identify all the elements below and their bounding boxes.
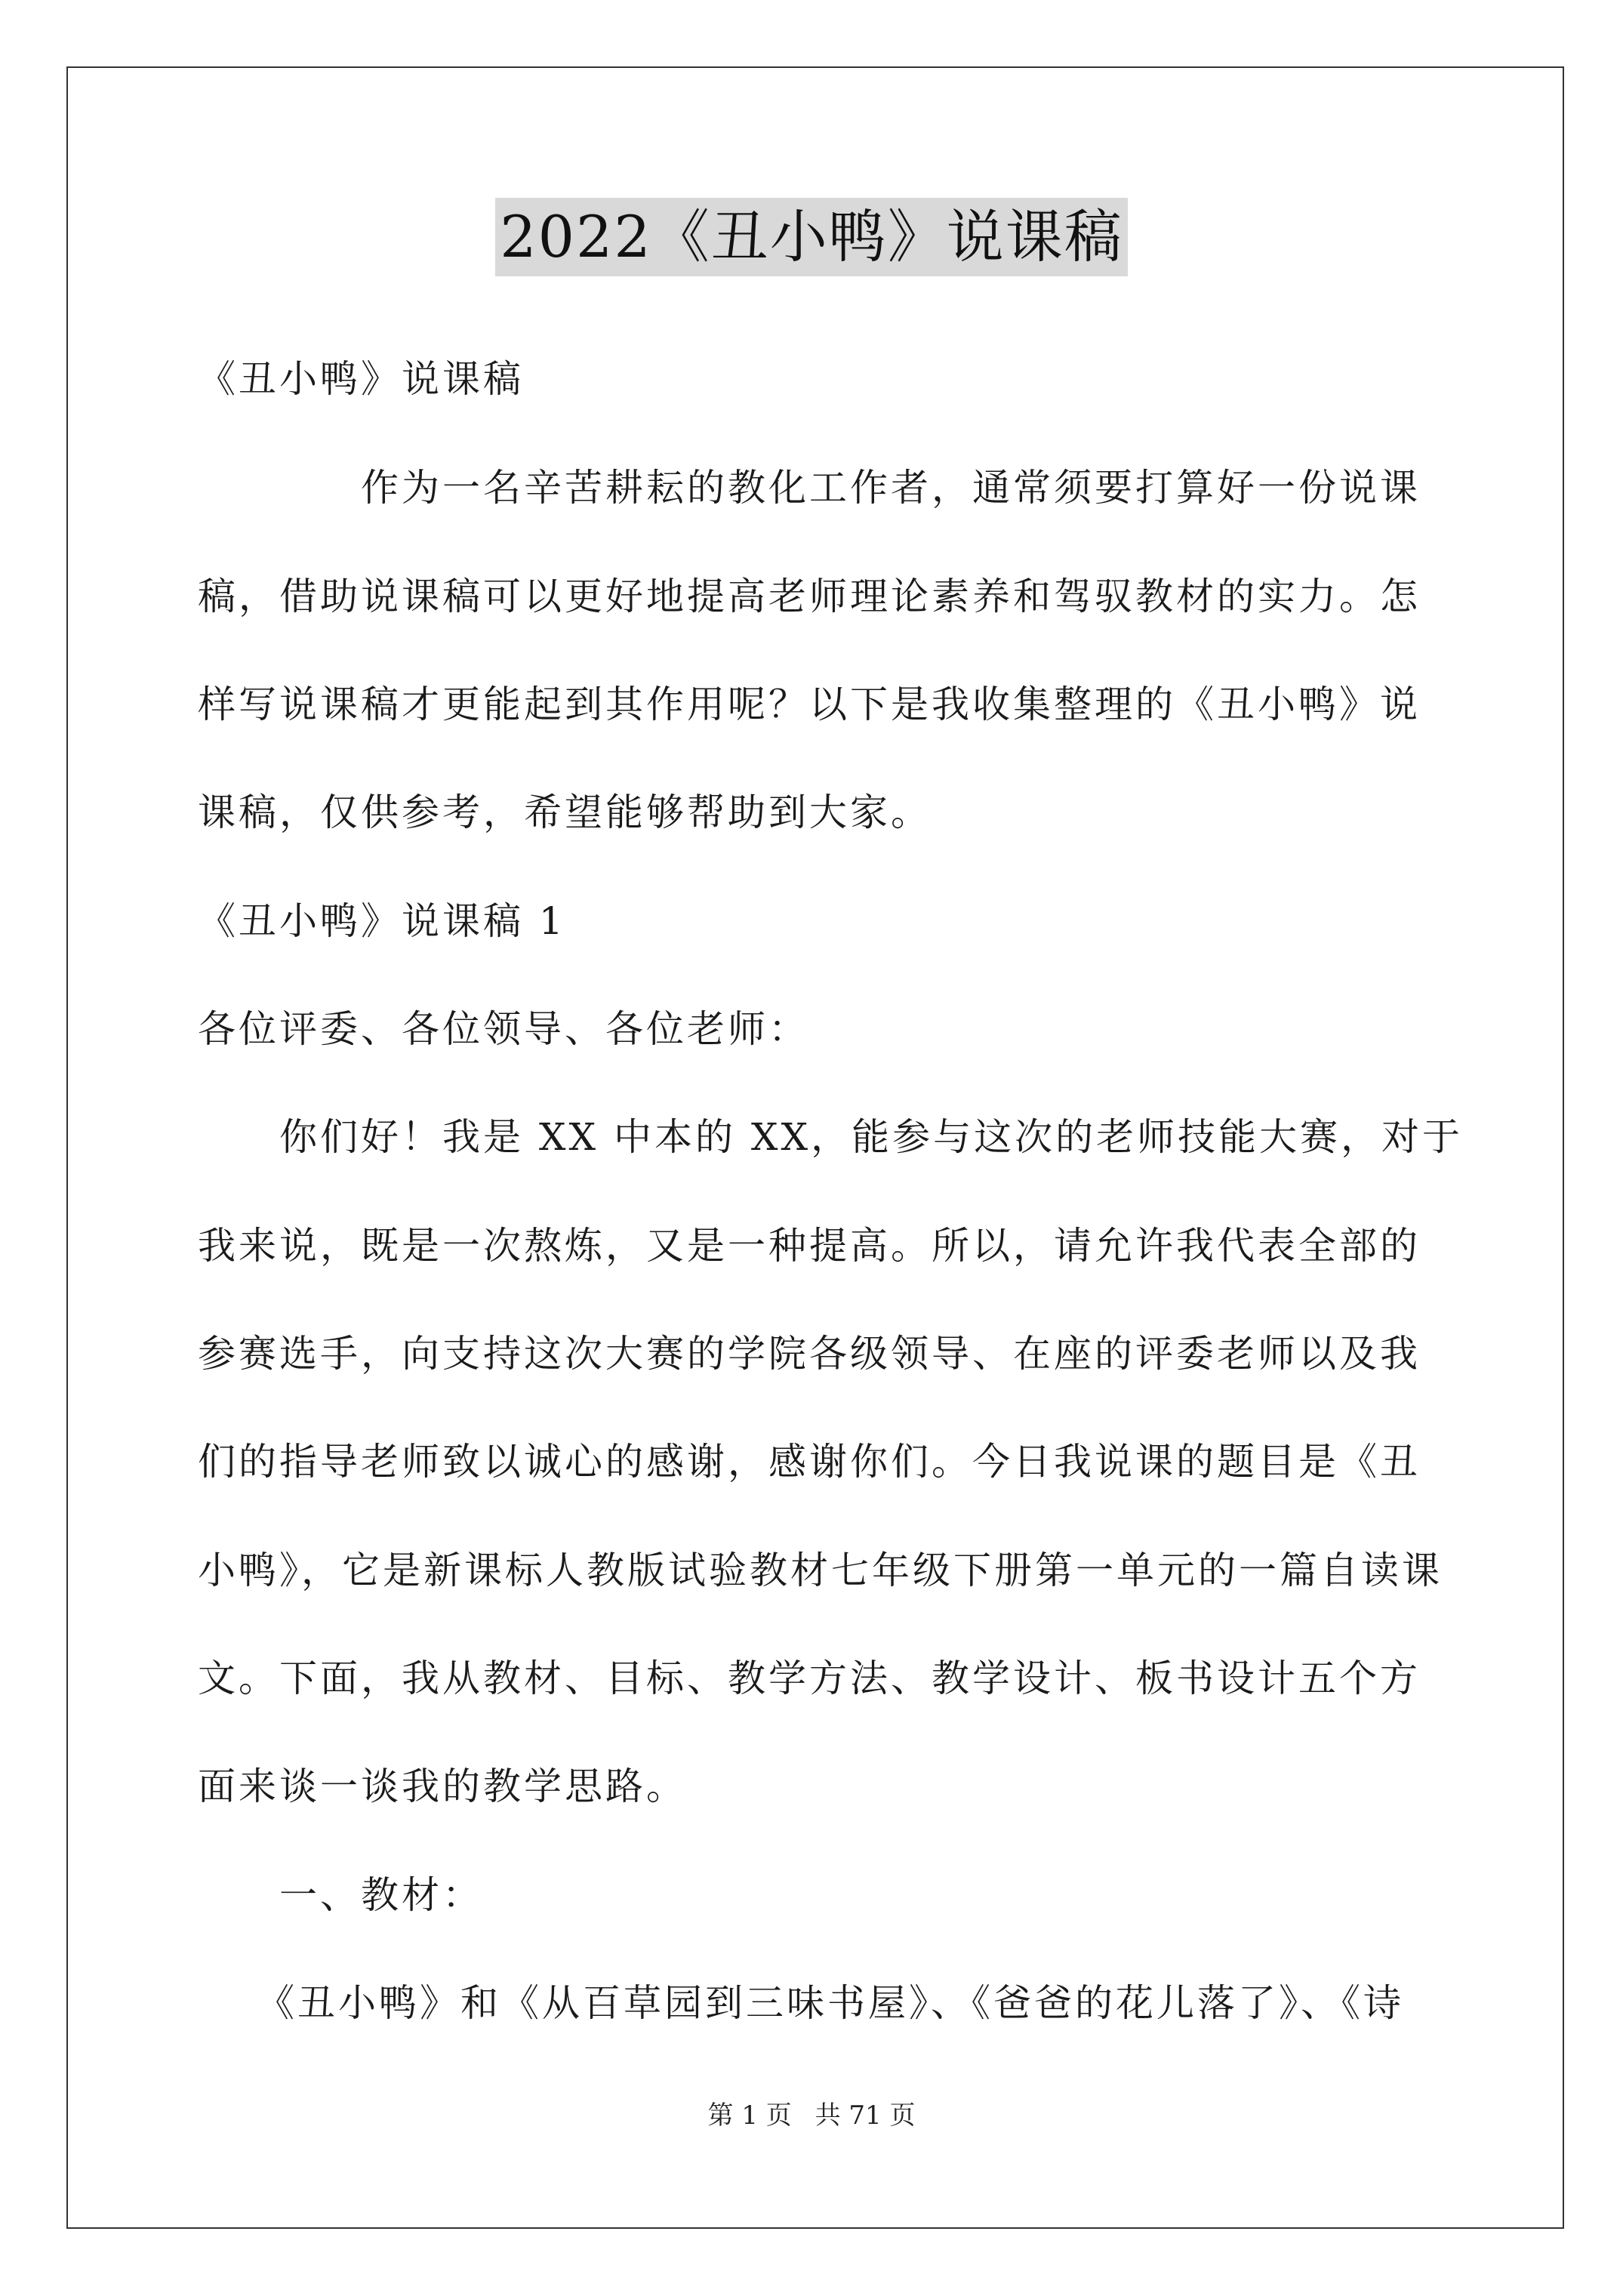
section-heading: 《丑小鸭》说课稿 1 [198, 899, 566, 943]
paragraph-line: 参赛选手，向支持这次大赛的学院各级领导、在座的评委老师以及我 [198, 1332, 1421, 1376]
paragraph-line: 文。下面，我从教材、目标、教学方法、教学设计、板书设计五个方 [198, 1657, 1421, 1700]
paragraph-line: 稿，借助说课稿可以更好地提高老师理论素养和驾驭教材的实力。怎 [198, 575, 1421, 618]
page-total: 共 71 页 [815, 2100, 916, 2131]
paragraph-line: 课稿，仅供参考，希望能够帮助到大家。 [198, 791, 932, 834]
paragraph-line: 样写说课稿才更能起到其作用呢？以下是我收集整理的《丑小鸭》说 [198, 683, 1421, 726]
paragraph-line: 你们好！我是 XX 中本的 XX，能参与这次的老师技能大赛，对于 [279, 1115, 1464, 1159]
paragraph-line: 面来谈一谈我的教学思路。 [198, 1764, 687, 1808]
paragraph-line: 们的指导老师致以诚心的感谢，感谢你们。今日我说课的题目是《丑 [198, 1440, 1421, 1484]
paragraph-line: 我来说，既是一次熬炼，又是一种提高。所以，请允许我代表全部的 [198, 1224, 1421, 1268]
document-title: 2022《丑小鸭》说课稿 [495, 198, 1127, 276]
section-heading: 一、教材： [279, 1873, 483, 1917]
paragraph-line: 作为一名辛苦耕耘的教化工作者，通常须要打算好一份说课 [361, 466, 1421, 510]
page-number: 第 1 页 [707, 2100, 792, 2131]
paragraph-line: 《丑小鸭》和《从百草园到三味书屋》、《爸爸的花儿落了》、《诗 [257, 1981, 1404, 2025]
title-container [0, 198, 1623, 276]
subtitle-line: 《丑小鸭》说课稿 [198, 357, 524, 401]
paragraph-line: 小鸭》，它是新课标人教版试验教材七年级下册第一单元的一篇自读课 [198, 1549, 1443, 1592]
page-footer [0, 2099, 1623, 2132]
salutation-line: 各位评委、各位领导、各位老师： [198, 1007, 809, 1051]
